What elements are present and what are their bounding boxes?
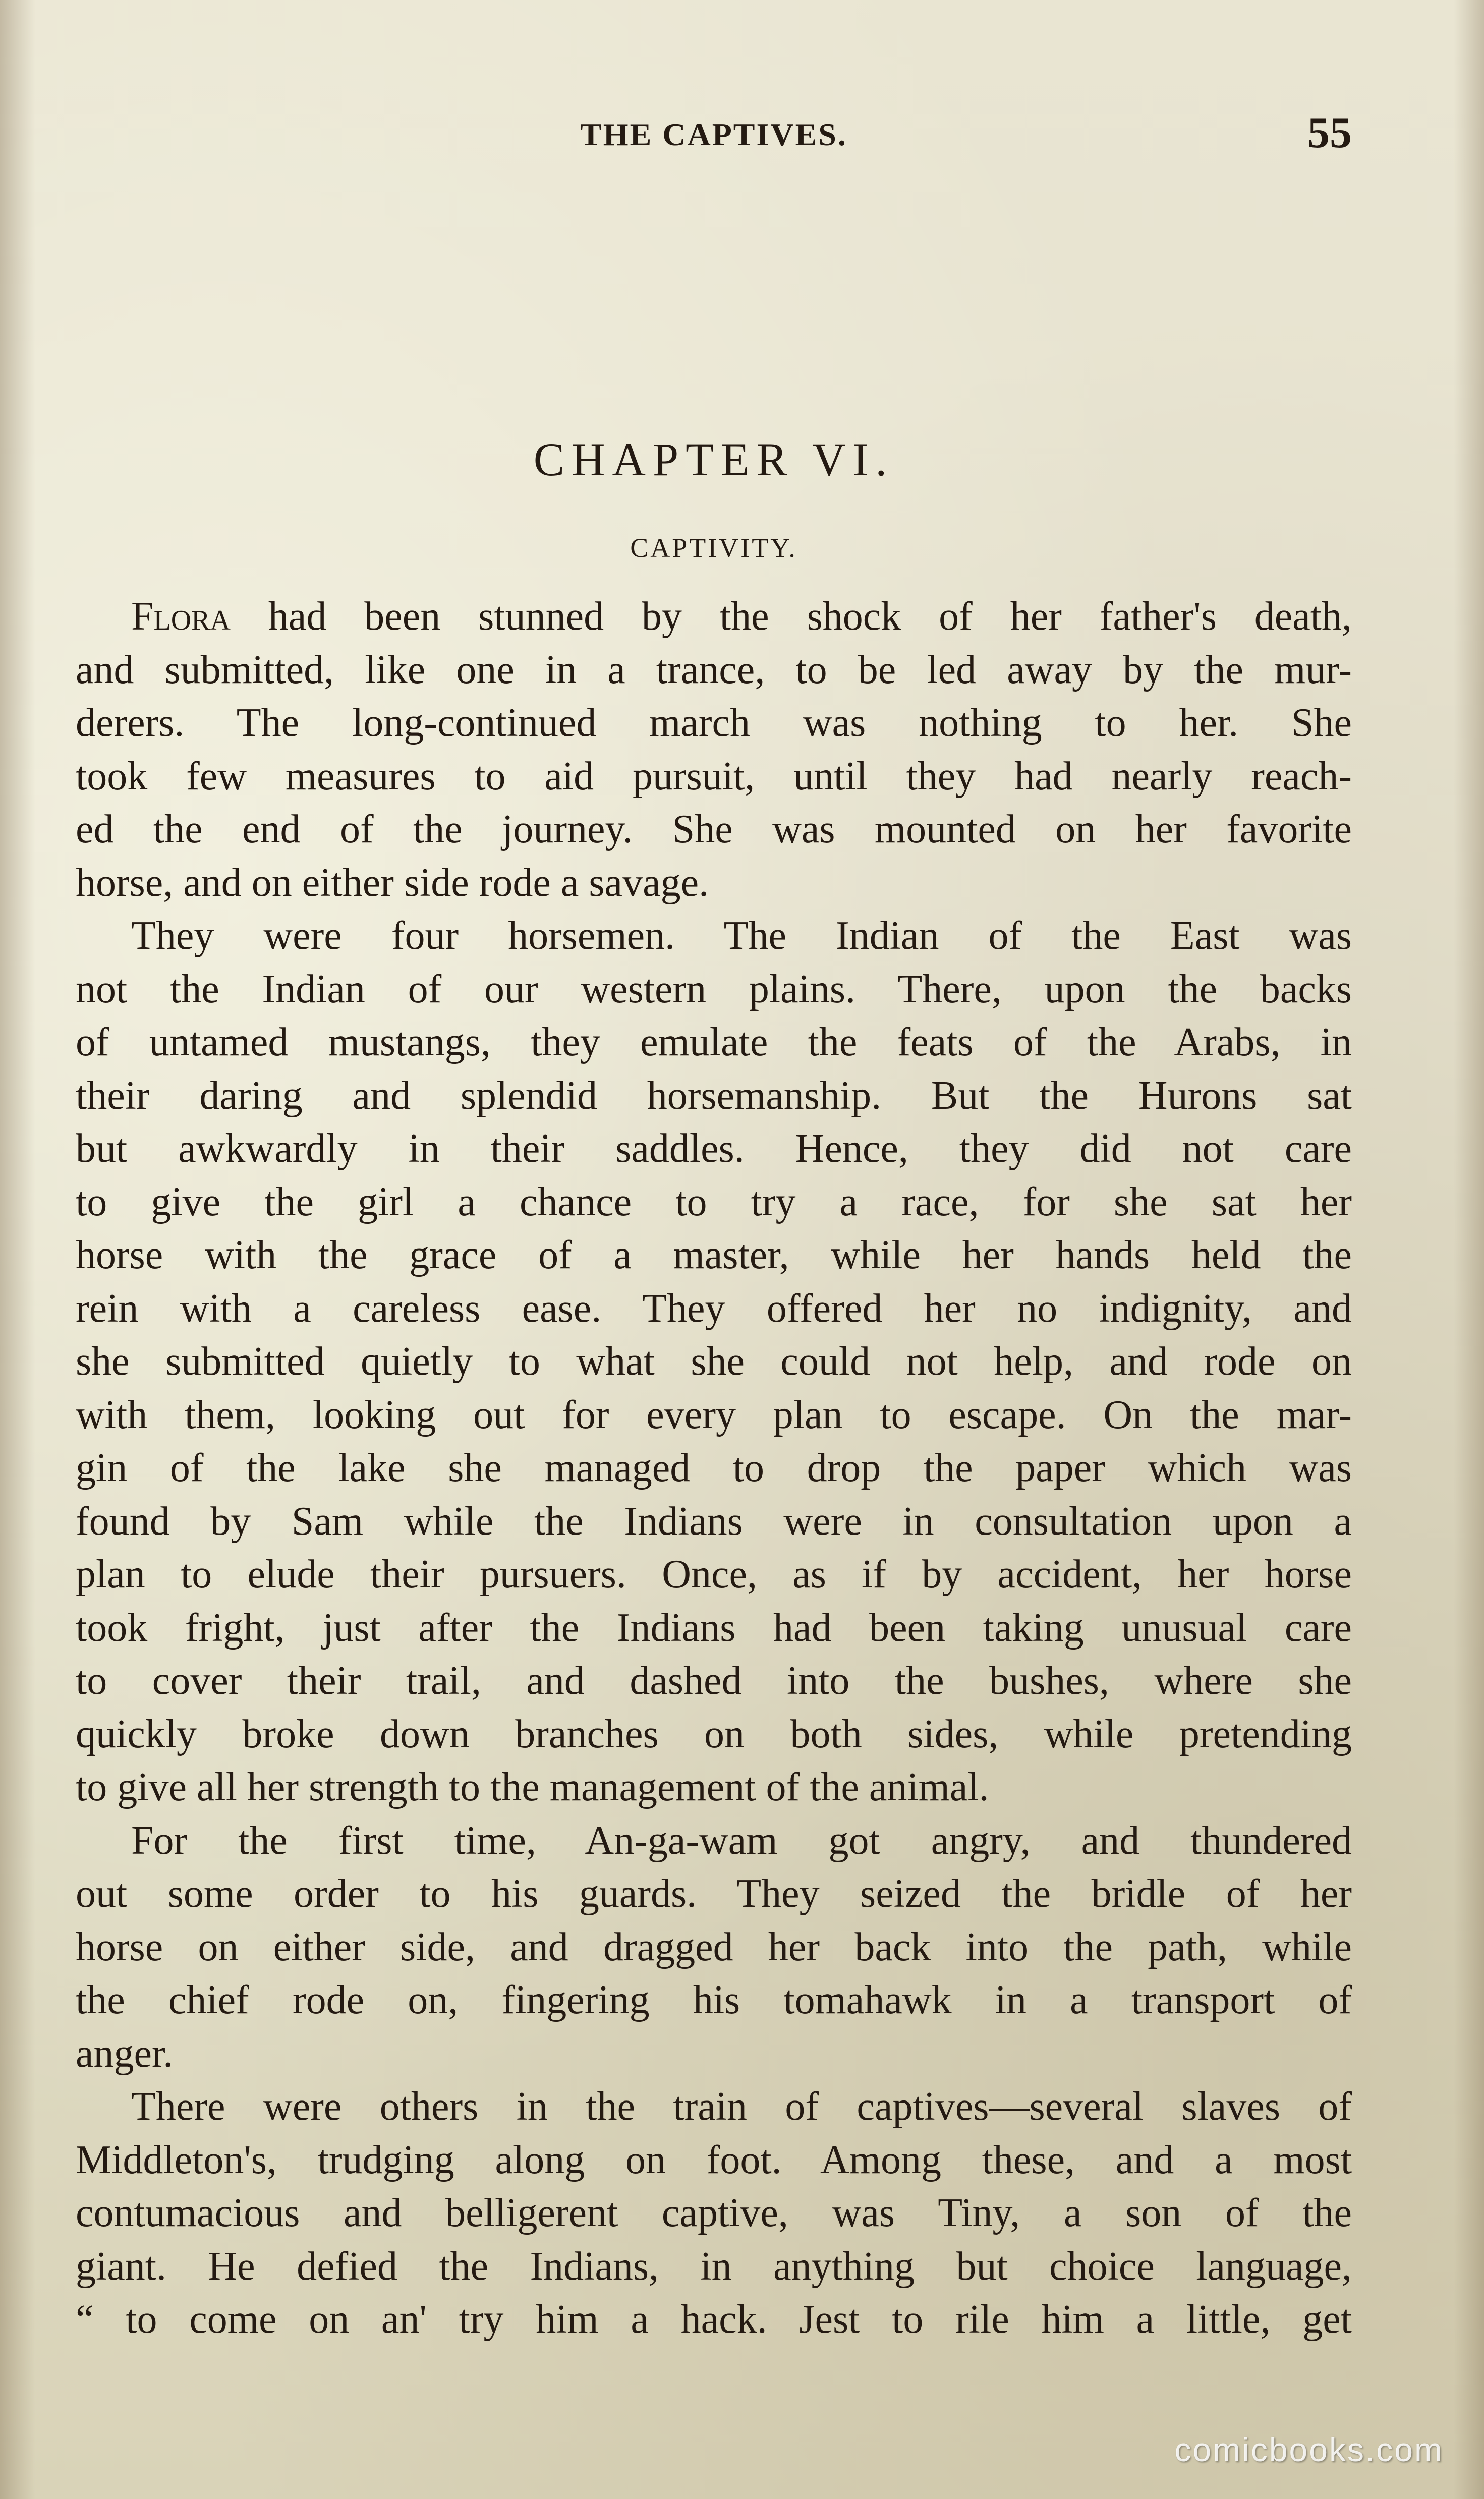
- text-line: giant. He defied the Indians, in anything but choice language,: [76, 2244, 1352, 2289]
- text-line: of untamed mustangs, they emulate the feats of the Arabs, in: [76, 1020, 1352, 1064]
- text-line: their daring and splendid horsemanship. But the Hurons sat: [76, 1073, 1352, 1118]
- paragraph: [76, 590, 1352, 910]
- text-line: took fright, just after the Indians had been taking unusual care: [76, 1605, 1352, 1650]
- text-line: not the Indian of our western plains. There, upon the backs: [76, 967, 1352, 1011]
- text-line: out some order to his guards. They seized the bridle of her: [76, 1871, 1352, 1916]
- text-line: Middleton's, trudging along on foot. Among these, and a most: [76, 2137, 1352, 2182]
- running-header: [76, 103, 1352, 164]
- text-line: she submitted quietly to what she could not help, and rode on: [76, 1339, 1352, 1384]
- body-text: [76, 590, 1352, 2347]
- text-line: plan to elude their pursuers. Once, as if by accident, her horse: [76, 1552, 1352, 1597]
- lead-word: Flora: [131, 594, 231, 639]
- paragraph: [76, 1814, 1352, 2081]
- text-line: horse, and on either side rode a savage.: [76, 860, 709, 905]
- text-line: derers. The long-continued march was nothing to her. She: [76, 701, 1352, 745]
- text-line: to give the girl a chance to try a race, for she sat her: [76, 1179, 1352, 1224]
- watermark-logo: comicbooks.com: [1174, 2431, 1444, 2468]
- text-line: Flora had been stunned by the shock of her father's death,: [131, 594, 1352, 639]
- text-line: contumacious and belligerent captive, was Tiny, a son of the: [76, 2191, 1352, 2235]
- text-line: “ to come on an' try him a hack. Jest to rile him a little, get: [76, 2297, 1352, 2342]
- text-line: anger.: [76, 2031, 174, 2076]
- paragraph: [76, 2080, 1352, 2347]
- text-line: There were others in the train of captives—several slaves of: [131, 2084, 1352, 2129]
- chapter-subtitle: CAPTIVITY.: [630, 533, 797, 563]
- text-line: but awkwardly in their saddles. Hence, they did not care: [76, 1126, 1352, 1171]
- page-number: 55: [1307, 108, 1352, 157]
- text-line: gin of the lake she managed to drop the paper which was: [76, 1446, 1352, 1490]
- text-line: found by Sam while the Indians were in consultation upon a: [76, 1499, 1352, 1544]
- text-line: took few measures to aid pursuit, until they had nearly reach-: [76, 754, 1352, 799]
- chapter-title: CHAPTER VI.: [533, 434, 894, 485]
- text-line: ed the end of the journey. She was mounted on her favorite: [76, 807, 1352, 851]
- paragraph: [76, 910, 1352, 1814]
- text-line: They were four horsemen. The Indian of the East was: [131, 914, 1352, 958]
- text-line: horse on either side, and dragged her back into the path, while: [76, 1924, 1352, 1969]
- text-line: to give all her strength to the management of the animal.: [76, 1765, 989, 1809]
- text-line: For the first time, An-ga-wam got angry, and thundered: [131, 1818, 1352, 1863]
- text-line: and submitted, like one in a trance, to be led away by the mur-: [76, 647, 1352, 692]
- page-edge-shadow-right: [1454, 0, 1484, 2499]
- text-line: to cover their trail, and dashed into the bushes, where she: [76, 1659, 1352, 1703]
- running-title: THE CAPTIVES.: [580, 117, 847, 152]
- text-line: with them, looking out for every plan to escape. On the mar-: [76, 1392, 1352, 1437]
- text-line: the chief rode on, fingering his tomahawk in a transport of: [76, 1978, 1352, 2022]
- text-line: horse with the grace of a master, while her hands held the: [76, 1233, 1352, 1277]
- page-edge-shadow-left: [0, 0, 35, 2499]
- text-line: quickly broke down branches on both sides, while pretending: [76, 1712, 1352, 1756]
- text-line: rein with a careless ease. They offered her no indignity, and: [76, 1286, 1352, 1331]
